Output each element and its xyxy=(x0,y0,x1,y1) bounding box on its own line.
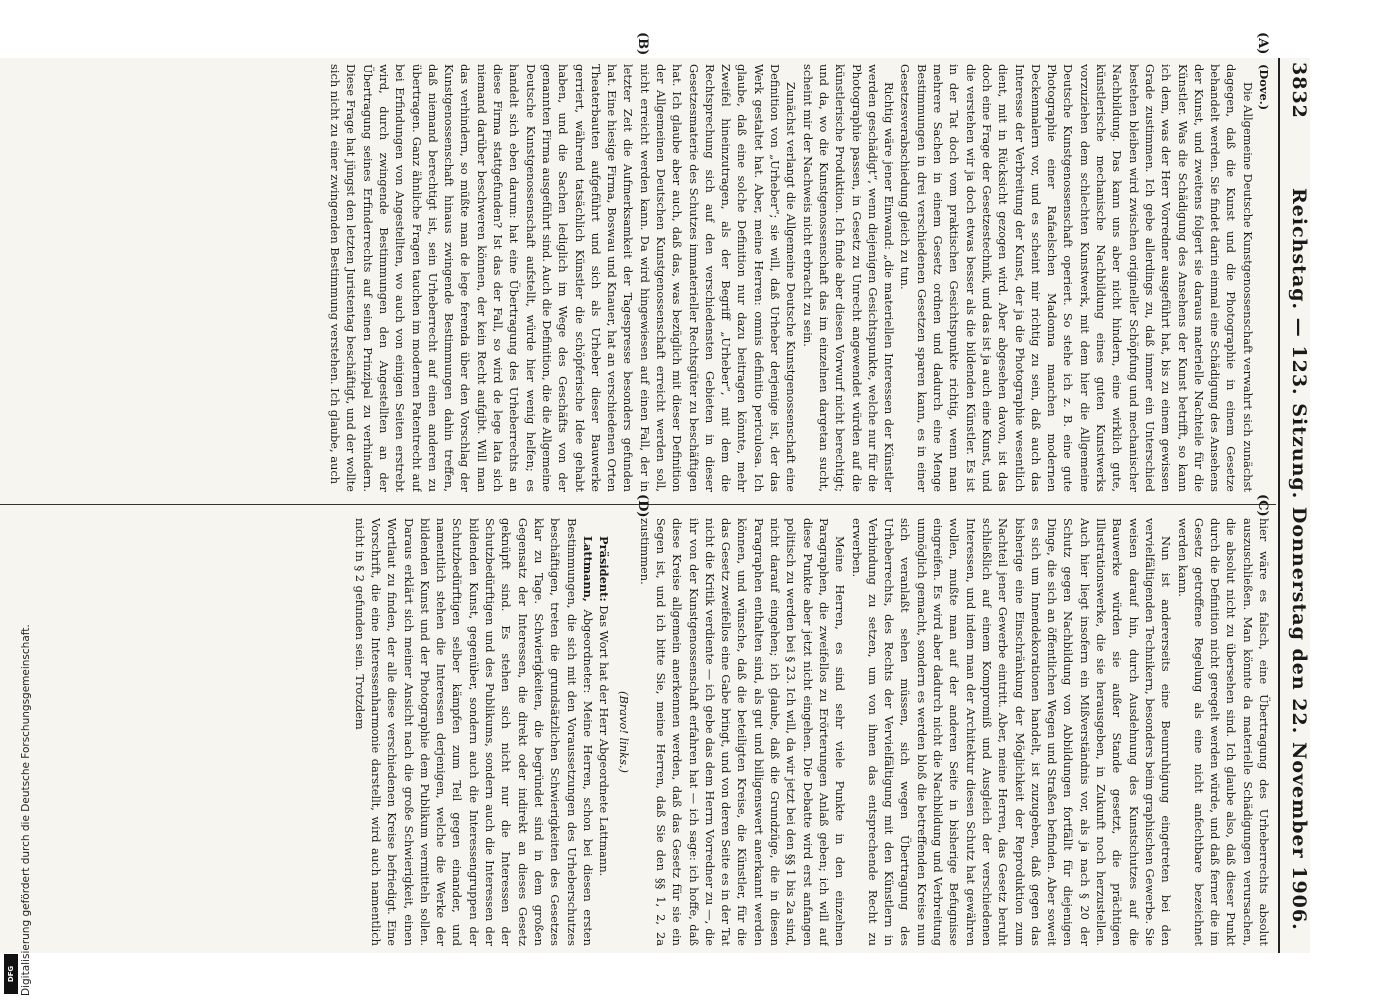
paragraph: Zunächst verlangt die Allgemeine Deutsche Kunstgenossenschaft eine Definition von „Urheber“; sie will, daß Urheber derjenige ist, der das Werk gestaltet hat. Aber, meine Herren: omnis definitio periculosa. Ich glaube, daß eine solche Definition nur dazu beitragen könnte, mehr Zweifel hineinzutragen, als der Begriff „Urheber“, mit dem die Rechtsprechung sich auf den verschiedensten Gebieten in dieser Gesetzesmaterie des Schutzes immaterieller Rechtsgüter zu beschäftigen hat. Ich glaube aber auch, daß das, was bezüglich mit dieser Definition der Allgemeinen Deutschen Kunstgenossenschaft erreicht werden soll, nicht erreicht werden kann. Da wird hingewiesen auf einen Fall, der in letzter Zeit die Aufmerksamkeit der Tagespresse besonders gefunden hat. Eine hiesige Firma, Boswau und Knauer, hat an verschiedenen Orten Theaterbauten aufgeführt und sich als Urheber dieser Bauwerke gerriert, während tatsächlich Künstler die schöpferische Idee gehabt haben, und die Sachen lediglich im Wege des Geschäfts von der genannten Firma ausgeführt sind. Auch die Definition, die die Allgemeine Deutsche Kunstgenossenschaft aufstellt, würde hier wenig helfen; es handelt sich eben darum: hat eine Übertragung des Urheberrechts an diese Firma stattgefunden? Ist das der Fall, so wird de lege lata sich niemand darüber beschweren können, der kein Recht aufgibt. Will man das verhindern, so müßte man de lege ferenda über den Vorschlag der Kunstgenossenschaft hinaus zwingende Bestimmungen dahin treffen, daß niemand berechtigt ist, sein Urheberrecht auf einen anderen zu übertragen. Ganz ähnliche Fragen tauchen im modernen Patentrecht auf bei Erfindungen von Angestellten, wo auch von einigen Seiten erstrebt wird, durch zwingende Bestimmungen den Angestellten an der Übertragung seines Erfinderrechts auf seinen Prinzipal zu verhindern. Diese Frage hat jüngst den letzten Juristentag beschäftigt, und der wollte sich nicht zu einer zwingenden Bestimmung verstehen. Ich glaube, auch xyxy=(328,64,799,492)
dfg-logo-text: DFG xyxy=(7,965,15,983)
margin-letter-d: (D) xyxy=(635,494,650,518)
margin-letter-c: (C) xyxy=(1255,494,1270,517)
left-column xyxy=(2,64,1272,492)
speaker-lattmann-speech: Abgeordneter: Meine Herren, schon bei diesen ersten Bestimmungen, die sich mit den Voraussetzungen des Urheberschutzes beschäftigen, treten die grundsätzlichen Schwierigkeiten des Gesetzes klar zu Tage. Schwierigkeiten, die begründet sind in dem großen Gegensatz der Interessen, die direkt oder indirekt an dieses Gesetz geknüpft sind. Es stehen sich nicht nur die Interessen der Schutzbedürftigen und des Publikums, sondern auch die Interessen der bildenden Kunst, gegenüber, sondern auch die Interessengruppen der Schutzbedürftigen selber kämpfen zum Teil gegen einander, und namentlich stehen die Interessen derjenigen, welche die Werke der bildenden Kunst und der Photographie dem Publikum vermitteln sollen. Daraus erklärt sich meiner Ansicht nach die große Schwierigkeit, einen Wortlaut zu finden, der alle diese verschiedenen Kreise befriedigt. Eine Vorschrift, die eine Interessenharmonie darstellt, wird auch namentlich nicht in § 2 gefunden sein. Trotzdem xyxy=(352,518,595,946)
right-column xyxy=(2,518,1272,946)
header-rule xyxy=(1278,58,1280,953)
margin-letter-a: (A) xyxy=(1255,32,1270,55)
page-header xyxy=(1284,58,1310,953)
page-number: 3832 xyxy=(1288,62,1310,119)
president-label: Präsident: xyxy=(597,536,612,602)
running-title: Reichstag. — 123. Sitzung. Donnerstag den 22. November 1906. xyxy=(1288,188,1310,931)
paragraph: Meine Herren, es sind sehr viele Punkte in den einzelnen Paragraphen, die zweifellos zu Erörterungen Anlaß geben; ich will auf diese Punkte aber jetzt nicht eingehen. Die Debatte wird erst anfangen politisch zu werden bei § 23. Ich will, da wir jetzt bei den §§ 1 bis 2a sind, nicht darauf eingehen; ich glaube, daß die Grundzüge, die in diesen Paragraphen enthalten sind, als gut und billigenswert anerkannt werden können, und wünsche, daß die beteiligten Kreise, die Künstler, für die das Gesetz zweifellos eine Gabe bringt, und von deren Seite es in der Tat nicht die Kritik verdiente — ich gebe das dem Herrn Vorredner zu —, die ihr von der Kunstgenossenschaft erfahren hat — ich sage: ich hoffe, daß diese Kreise allgemein anerkennen werden, daß das Gesetz für sie ein Segen ist, und ich bitte Sie, meine Herren, daß Sie den §§ 1, 2, 2a zustimmen. xyxy=(637,518,848,946)
dfg-logo xyxy=(4,954,18,994)
paragraph: hier wäre es falsch, eine Übertragung des Urheberrechts absolut auszuschließen. Man könnte da materielle Schädigungen verursachen, die absolut nicht zu übersehen sind. Ich glaube also, daß dieser Punkt durch die Definition nicht geregelt werden würde, und daß ferner die im Gesetz getroffene Regelung als eine nicht anfechtbare bezeichnet werden kann. xyxy=(1175,518,1271,946)
paragraph: Richtig wäre jener Einwand: „die materiellen Interessen der Künstler werden geschädigt“, wenn diejenigen Gesichtspunkte, welche nur für die Photographie passen, in Gesetz zu Unrecht angewendet würden auf die künstlerische Produktion. Ich finde aber diesen Vorwurf nicht berechtigt; und da, wo die Kunstgenossenschaft das im einzelnen dargetan sucht, scheint mir der Nachweis nicht erbracht zu sein. xyxy=(800,64,897,492)
paragraph: Die Allgemeine Deutsche Kunstgenossenschaft verwahrt sich zunächst dagegen, daß die Kunst und die Photographie in einem Gesetze behandelt werden. Sie findet darin einmal eine Schädigung des Ansehens der Kunst, und zweitens folgert sie daraus materielle Nachteile für die Künstler. Was die Schädigung des Ansehens der Kunst betrifft, so kann ich dem, was der Herr Vorredner ausgeführt hat, bis zu einem gewissen Grade zustimmen. Ich gebe allerdings zu, daß immer ein Unterschied bestehen bleiben wird zwischen origineller Schöpfung und mechanischer Nachbildung. Das kann uns aber nicht hindern, eine wirklich gute, künstlerische mechanische Nachbildung eines guten Kunstwerks vorzuziehen dem schlechten Kunstwerk, mit dem hier die Allgemeine Deutsche Kunstgenossenschaft operiert. So stehe ich z. B. eine gute Photographie einer Rafaelschen Madonna manchen modernen Deckenmalern vor, und es scheint mir richtig zu sein, daß auch das Interesse der Verbreitung der Kunst, der ja die Photographie wesentlich dient, mit in Rücksicht gezogen wird. Aber abgesehen davon, ist das doch eine Frage der Gesetzestechnik, und das ist ja auch eine Kunst, und die verstehen wir ja doch etwas besser als die bildenden Künstler. Es ist in der Tat doch vom praktischen Gesichtspunkte richtig, wenn man mehrere Sachen in einem Gesetz ordnen und dadurch eine Menge Bestimmungen in drei verschiedenen Gesetzen sparen kann, es in einer Gesetzesverabschiedung gleich zu tun. xyxy=(898,64,1255,492)
reichstag-document-page xyxy=(0,32,1310,953)
margin-letter-b: (B) xyxy=(635,32,650,56)
paragraph: Nun ist andererseits eine Beunruhigung eingetreten bei den vervielfältigenden Technikern, besonders beim graphischen Gewerbe. Sie weisen darauf hin, durch Ausdehnung des Kunstschutzes auf die Bauwerke würden sie außer Stande gesetzt, die prächtigen Illustrationswerke, die sie herausgeben, in Zukunft noch herzustellen. Auch hier liegt insofern ein Mißverständnis vor, als ja nach § 20 der Schutz gegen Nachbildung von Abbildungen fortfällt für diejenigen Dinge, die sich an öffentlichen Wegen und Straßen befinden. Aber soweit es sich um Innendekorationen handelt, ist zuzugeben, daß gegen das bisherige eine Einschränkung der Möglichkeit der Reproduktion zum Nachteil jener Gewerbe eintritt. Aber, meine Herren, das Gesetz beruht schließlich auf einem Kompromiß und Ausgleich der verschiedenen Interessen, und indem man der Architektur diesen Schutz hat gewähren wollen, mußte man auf der anderen Seite in bisherige Befugnisse eingreifen. Es wird aber dadurch nicht die Nachbildung und Verbreitung unmöglich gemacht, sondern es werden bloß die betreffenden Kreise nun sich veranlaßt sehen müssen, sich wegen Übertragung des Urheberrechts, des Rechts der Vervielfältigung mit den Künstlern in Verbindung zu setzen, um von ihnen das entsprechende Recht zu erwerben. xyxy=(849,518,1174,946)
speaker-name: (Dove.) xyxy=(1257,64,1271,111)
applause-note: (Bravo! links.) xyxy=(617,691,632,773)
president-statement: Das Wort hat der Herr Abgeordnete Lattmann. xyxy=(597,605,612,877)
speaker-lattmann-label: Lattmann, xyxy=(580,536,595,602)
digitization-credit: Digitalisierung gefördert durch die Deutsche Forschungsgemeinschaft. xyxy=(20,624,32,996)
